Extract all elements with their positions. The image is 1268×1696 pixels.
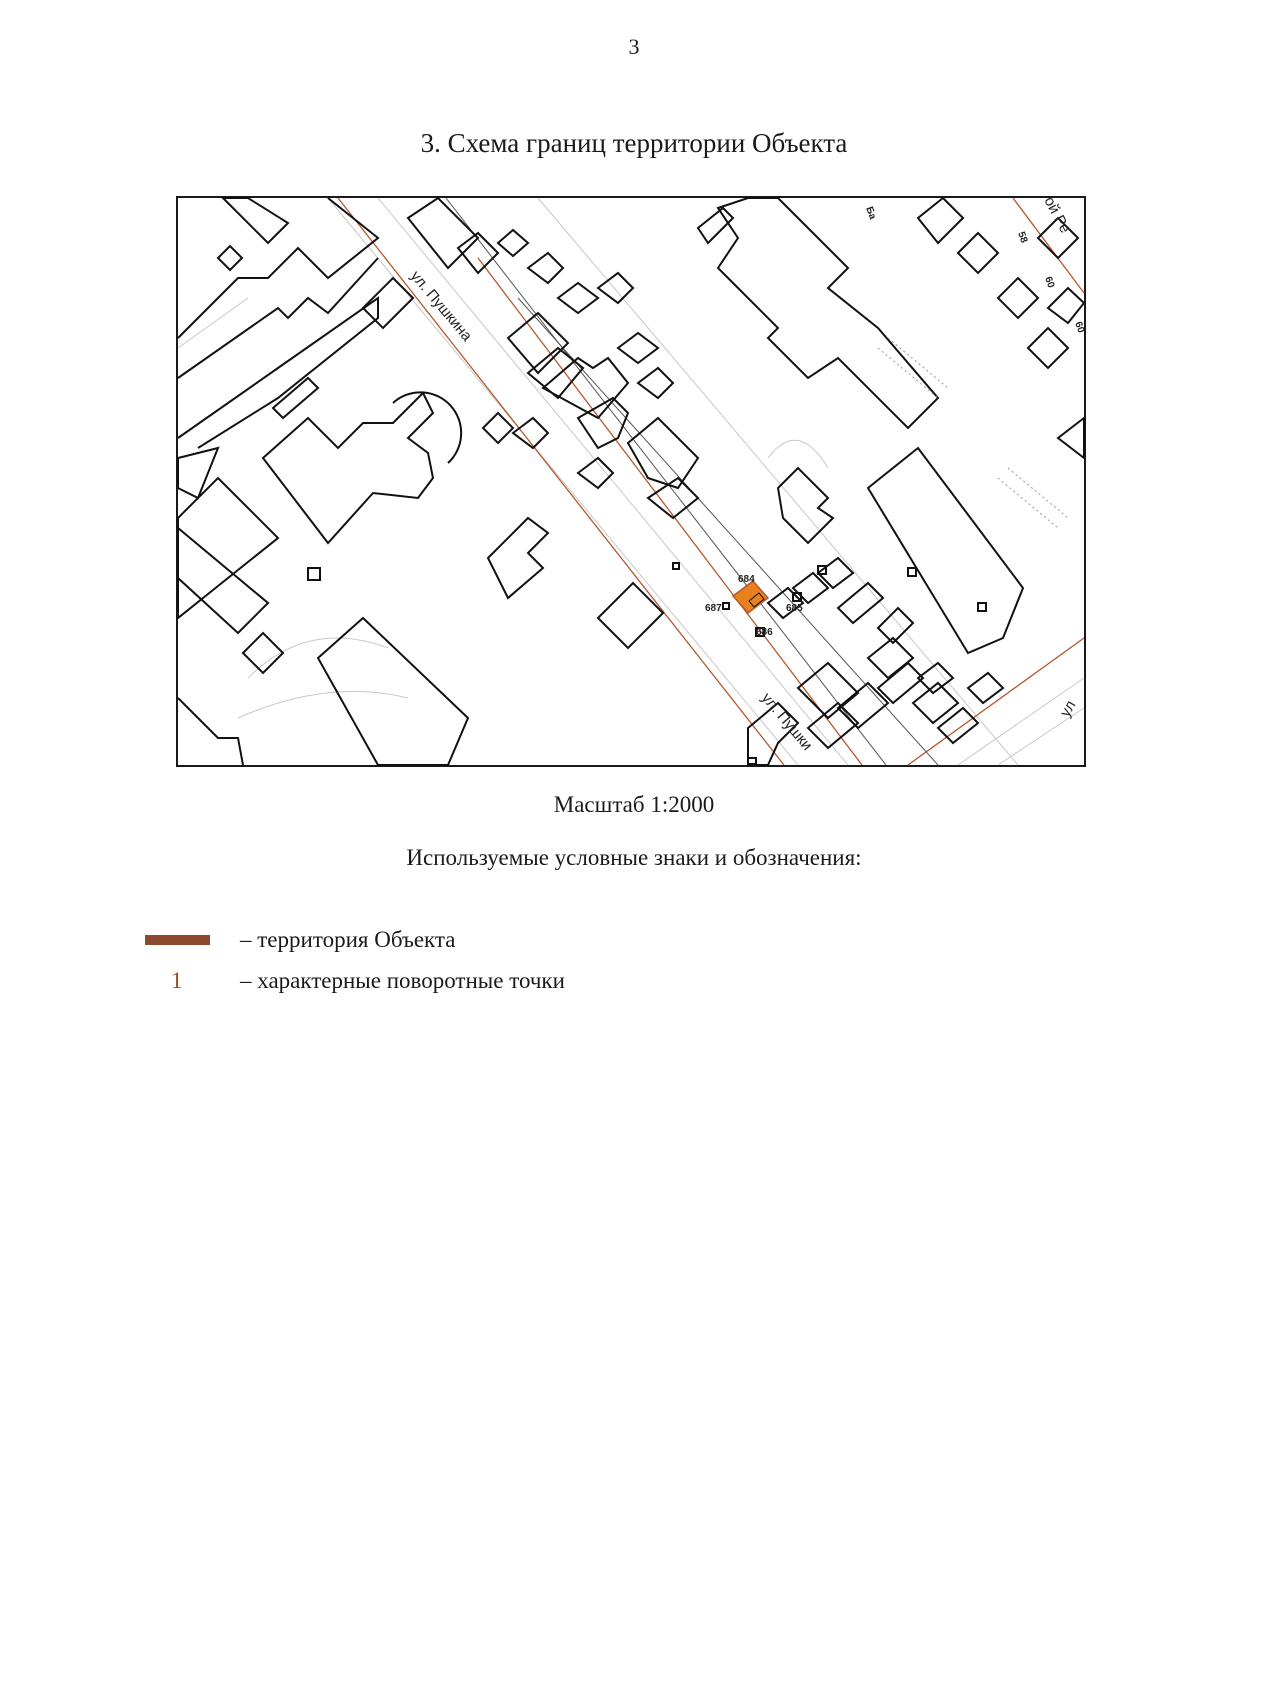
turning-point-685: 685 xyxy=(786,603,803,614)
map-canvas xyxy=(178,193,1087,765)
territory-swatch-icon xyxy=(145,935,210,945)
house-number: 60 xyxy=(1072,320,1087,335)
turning-point-687: 687 xyxy=(705,603,722,614)
legend-title: Используемые условные знаки и обозначения: xyxy=(406,845,862,870)
street-label-pushkina-lower: ул. Пушки xyxy=(757,689,816,754)
page-title: 3. Схема границ территории Объекта xyxy=(420,128,848,158)
street-label-bottom-right: ул xyxy=(1056,697,1080,720)
map-scale: Масштаб 1:2000 xyxy=(553,792,715,817)
turning-point-684: 684 xyxy=(738,574,755,585)
turning-point-686: 686 xyxy=(756,627,773,638)
house-number: 60 xyxy=(1042,275,1057,290)
legend-text-points: – характерные поворотные точки xyxy=(240,968,565,993)
legend-text-territory: – территория Объекта xyxy=(240,927,456,952)
street-label-pushkina: ул. Пушкина xyxy=(406,267,476,345)
territory-map xyxy=(176,193,1087,767)
house-number: 58 xyxy=(1015,230,1030,245)
turning-point-symbol: 1 xyxy=(171,968,183,993)
street-label-top-right: ой Ре xyxy=(1040,193,1074,236)
page-number: 3 xyxy=(628,34,640,59)
house-number: Ба xyxy=(863,205,878,222)
